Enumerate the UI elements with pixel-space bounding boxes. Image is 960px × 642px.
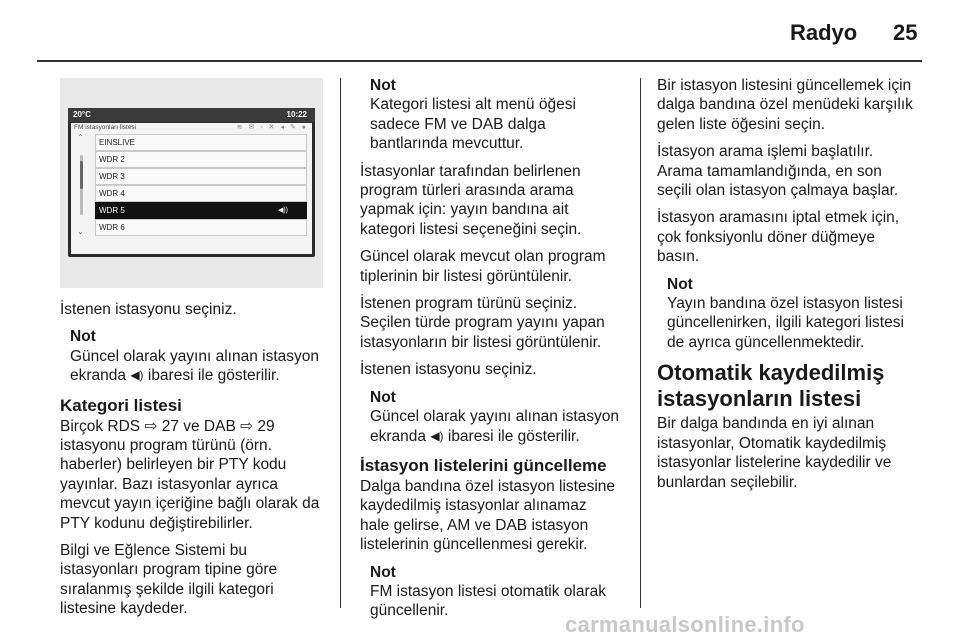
page-section-title: Radyo xyxy=(790,20,858,45)
note-body: FM istasyon listesi otomatik olarak güncellenir. xyxy=(370,582,607,620)
note-text: Güncel olarak yayını alınan istasyon ekranda xyxy=(70,347,319,385)
display-status-bar xyxy=(68,108,315,122)
scroll-up-icon: ⌃ xyxy=(77,133,84,142)
body-paragraph: Güncel olarak mevcut olan program tiplerinin bir listesi görüntülenir. xyxy=(360,248,606,285)
section-heading: Kategori listesi xyxy=(60,395,182,415)
scroll-down-icon: ⌄ xyxy=(77,227,84,236)
section-heading: İstasyon listelerini güncelleme xyxy=(360,455,607,475)
body-paragraph: İstasyon aramasını iptal etmek için, çok fonksiyonlu döner düğmeye basın. xyxy=(657,209,900,266)
column-divider-1 xyxy=(340,78,341,608)
column-1 xyxy=(60,300,335,627)
body-paragraph: İstasyon arama işlemi başlatılır. Arama tamamlandığında, en son seçili olan istasyon çalmaya başlar. xyxy=(657,143,899,200)
note-body xyxy=(70,347,335,386)
display-screen xyxy=(68,108,315,257)
note-text: Güncel olarak yayını alınan istasyon ekranda xyxy=(370,408,619,445)
note-title: Not xyxy=(370,388,396,406)
station-item: EINSLIVE xyxy=(95,134,307,151)
temperature-readout: 20°C xyxy=(73,110,91,119)
note-box xyxy=(70,327,335,385)
note-text: ibaresi ile gösterilir. xyxy=(443,427,580,445)
body-paragraph: İstenen program türünü seçiniz. Seçilen türde program yayını yapan istasyonların bir listesi görüntülenir. xyxy=(360,295,605,351)
body-paragraph: Birçok RDS ⇨ 27 ve DAB ⇨ 29 istasyonu program türünü (örn. haberler) belirleyen bir PTY kodu yayınlar. Bazı istasyonlar ayrıca mevcut yayın içeriğine bağlı olarak da PTY kodunu değiştirebilirler. xyxy=(60,417,320,532)
radio-screen-illustration xyxy=(60,78,323,288)
note-title: Not xyxy=(370,563,396,581)
station-list-caption: FM istasyonları listesi xyxy=(74,124,137,131)
note-body: Yayın bandına özel istasyon listesi güncellenirken, ilgili kategori listesi de ayrıca güncellenmektedir. xyxy=(667,295,904,351)
body-paragraph: İstasyonlar tarafından belirlenen program türleri arasında arama yapmak için: yayın bandına ait kategori listesi seçeneğini seçin. xyxy=(360,162,582,238)
body-paragraph: Bir dalga bandında en iyi alınan istasyonlar, Otomatik kaydedilmiş istasyonlar listelerine kaydedilir ve bunlardan seçilebilir. xyxy=(657,415,892,491)
station-item: WDR 4 xyxy=(95,185,307,202)
scrollbar-thumb xyxy=(80,161,83,189)
station-label: WDR 5 xyxy=(99,206,125,215)
station-item: WDR 2 xyxy=(95,151,307,168)
station-item: WDR 3 xyxy=(95,168,307,185)
instruction-text: İstenen istasyonu seçiniz. xyxy=(360,361,537,379)
section-heading: Otomatik kaydedilmiş istasyonların listesi xyxy=(657,360,885,412)
station-list-panel xyxy=(71,123,312,254)
note-title: Not xyxy=(370,77,396,94)
clock-readout: 10:22 xyxy=(286,110,307,119)
note-title: Not xyxy=(70,328,96,346)
note-body: Kategori listesi alt menü öğesi sadece FM ve DAB dalga bantlarında mevcuttur. xyxy=(370,96,576,153)
note-box xyxy=(667,275,925,353)
column-3 xyxy=(657,76,925,500)
note-box xyxy=(370,76,632,154)
instruction-text: İstenen istasyonu seçiniz. xyxy=(60,301,237,318)
note-text: ibaresi ile gösterilir. xyxy=(143,367,280,385)
body-paragraph: Bilgi ve Eğlence Sistemi bu istasyonları program tipine göre sıralanmış şekilde ilgili kategori listesine kaydeder. xyxy=(60,542,278,618)
speaker-icon: ◀) xyxy=(130,368,144,383)
station-item: WDR 6 xyxy=(95,219,307,236)
body-paragraph: Dalga bandına özel istasyon listesine kaydedilmiş istasyonlar alınamaz hale gelirse, AM ve DAB istasyon listelerinin güncellenmesi gerekir. xyxy=(360,477,616,554)
header-divider xyxy=(37,60,922,62)
speaker-icon: ◀)) xyxy=(277,207,288,214)
note-body xyxy=(370,407,632,446)
column-divider-2 xyxy=(640,78,641,608)
station-item-selected xyxy=(95,202,307,219)
note-box xyxy=(370,388,632,446)
body-paragraph: Bir istasyon listesini güncellemek için dalga bandına özel menüdeki karşılık gelen liste öğesini seçin. xyxy=(657,77,913,133)
column-2 xyxy=(360,76,632,629)
status-icons: ≋ ✉ ◦ ✕ ◂ ✎ ● xyxy=(236,124,308,131)
note-title: Not xyxy=(667,275,693,293)
page-number: 25 xyxy=(893,20,918,45)
station-list xyxy=(95,134,307,236)
speaker-icon: ◀) xyxy=(430,428,444,443)
watermark: carmanualsonline.info xyxy=(565,612,805,637)
